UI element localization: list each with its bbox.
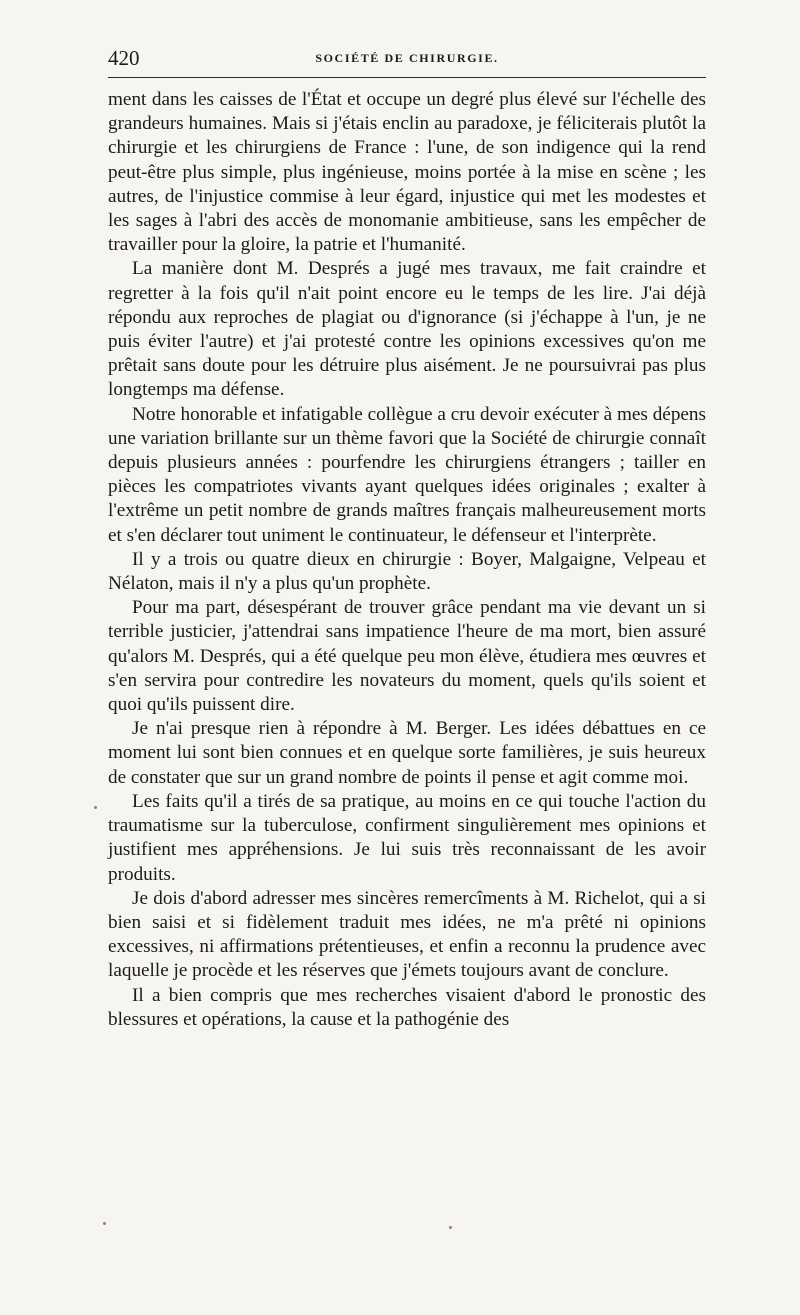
body-text [108,88,706,1032]
paper-speck [94,806,97,809]
paragraph: ment dans les caisses de l'État et occupe un degré plus élevé sur l'échelle des grandeurs humaines. Mais si j'étais enclin au paradoxe, je féliciterais plutôt la chirurgie et les chirurgiens de France : l'une, de son indigence qui la rend peut-être plus simple, plus ingénieuse, moins portée à la mise en scène ; les autres, de l'injustice commise à leur égard, injustice qui met les modestes et les sages à l'abri des accès de monomanie ambitieuse, sans les empêcher de travailler pour la gloire, la patrie et l'humanité. [108,89,706,256]
paragraph: Je dois d'abord adresser mes sincères remercîments à M. Richelot, qui a si bien saisi et si fidèlement traduit mes idées, ne m'a prêté ni opinions excessives, ni affirmations prétentieuses, et enfin a reconnu la prudence avec laquelle je procède et les réserves que j'émets toujours avant de conclure. [108,887,706,982]
page-number: 420 [108,46,140,70]
paper-speck [449,1226,452,1229]
page-header [108,44,706,74]
paragraph: Je n'ai presque rien à répondre à M. Berger. Les idées débattues en ce moment lui sont bien connues et en quelque sorte familières, je suis heureux de constater que sur un grand nombre de points il pense et agit comme moi. [108,718,706,788]
running-title: SOCIÉTÉ DE CHIRURGIE. [315,51,499,65]
paragraph: Il a bien compris que mes recherches visaient d'abord le pronostic des blessures et opérations, la cause et la pathogénie des [108,984,706,1030]
paragraph: Pour ma part, désespérant de trouver grâce pendant ma vie devant un si terrible justicier, j'attendrai sans impatience l'heure de ma mort, bien assuré qu'alors M. Després, qui a été quelque peu mon élève, étudiera mes œuvres et s'en servira pour contredire les novateurs du moment, quels qu'ils soient et quoi qu'ils puissent dire. [108,597,706,716]
paragraph: Notre honorable et infatigable collègue a cru devoir exécuter à mes dépens une variation brillante sur un thème favori que la Société de chirurgie connaît depuis plusieurs années : pourfendre les chirurgiens étrangers ; tailler en pièces les compatriotes vivants ayant quelques idées originales ; exalter à l'extrême un petit nombre de grands maîtres français malheureusement morts et s'en déclarer tout uniment le continuateur, le défenseur et l'interprète. [108,403,706,546]
header-rule [108,77,706,78]
paragraph: Les faits qu'il a tirés de sa pratique, au moins en ce qui touche l'action du traumatisme sur la tuberculose, confirment singulièrement mes opinions et justifient mes appréhensions. Je lui suis très reconnaissant de les avoir produits. [108,790,706,885]
paragraph: La manière dont M. Després a jugé mes travaux, me fait craindre et regretter à la fois qu'il n'ait point encore eu le temps de les lire. J'ai déjà répondu aux reproches de plagiat ou d'ignorance (si j'échappe à l'un, je ne puis éviter l'autre) et j'ai protesté contre les opinions excessives qu'on me prêtait sans doute pour les détruire plus aisément. Je ne poursuivrai pas plus longtemps ma défense. [108,258,706,401]
paper-speck [103,1222,106,1225]
paragraph: Il y a trois ou quatre dieux en chirurgie : Boyer, Malgaigne, Velpeau et Nélaton, mais il n'y a plus qu'un prophète. [108,548,706,595]
